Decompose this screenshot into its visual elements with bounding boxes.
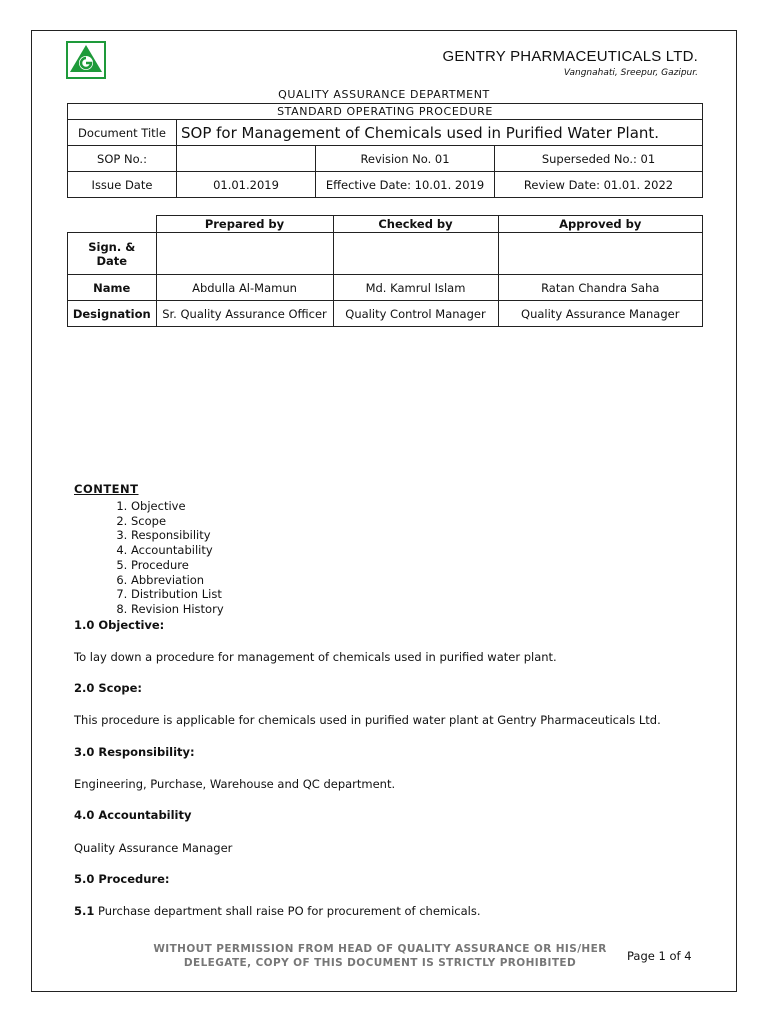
procedure-heading: 5.0 Procedure: — [74, 872, 170, 886]
approval-corner — [68, 216, 157, 233]
notice-line-2: DELEGATE, COPY OF THIS DOCUMENT IS STRICTLY PROHIBITED — [183, 957, 577, 969]
name-label: Name — [68, 275, 157, 301]
list-item: 6. Abbreviation — [131, 573, 224, 588]
confidentiality-notice — [150, 942, 610, 970]
approved-sign-cell — [498, 233, 703, 275]
sign-date-label: Sign. & Date — [68, 233, 157, 275]
department-title: QUALITY ASSURANCE DEPARTMENT — [278, 88, 490, 101]
list-item: 2. Scope — [131, 514, 224, 529]
superseded-no: Superseded No.: 01 — [495, 146, 703, 172]
company-name: GENTRY PHARMACEUTICALS LTD. — [442, 48, 698, 65]
checked-by-header: Checked by — [333, 216, 498, 233]
issue-date-value: 01.01.2019 — [177, 172, 316, 198]
list-item: 7. Distribution List — [131, 587, 224, 602]
accountability-text: Quality Assurance Manager — [74, 841, 233, 855]
list-item: 8. Revision History — [131, 602, 224, 617]
list-item: 3. Responsibility — [131, 528, 224, 543]
effective-date: Effective Date: 10.01. 2019 — [316, 172, 495, 198]
company-address: Vangnahati, Sreepur, Gazipur. — [563, 68, 698, 78]
objective-text: To lay down a procedure for management of chemicals used in purified water plant. — [74, 650, 557, 664]
accountability-heading: 4.0 Accountability — [74, 808, 192, 822]
list-item: 5. Procedure — [131, 558, 224, 573]
revision-no: Revision No. 01 — [316, 146, 495, 172]
content-list — [74, 482, 224, 617]
responsibility-heading: 3.0 Responsibility: — [74, 745, 195, 759]
approved-by-header: Approved by — [498, 216, 703, 233]
prepared-name: Abdulla Al-Mamun — [156, 275, 333, 301]
prepared-by-header: Prepared by — [156, 216, 333, 233]
sop-banner: STANDARD OPERATING PROCEDURE — [68, 104, 703, 120]
prepared-designation: Sr. Quality Assurance Officer — [156, 301, 333, 327]
checked-sign-cell — [333, 233, 498, 275]
notice-line-1: WITHOUT PERMISSION FROM HEAD OF QUALITY ASSURANCE OR HIS/HER — [153, 943, 607, 955]
approved-designation: Quality Assurance Manager — [498, 301, 703, 327]
approval-table — [67, 215, 703, 327]
review-date: Review Date: 01.01. 2022 — [495, 172, 703, 198]
prepared-sign-cell — [156, 233, 333, 275]
list-item: 1. Objective — [131, 499, 224, 514]
page-number: Page 1 of 4 — [627, 949, 692, 963]
designation-label: Designation — [68, 301, 157, 327]
document-title-value: SOP for Management of Chemicals used in Purified Water Plant. — [177, 120, 703, 146]
checked-designation: Quality Control Manager — [333, 301, 498, 327]
objective-heading: 1.0 Objective: — [74, 618, 165, 632]
procedure-step-text: Purchase department shall raise PO for procurement of chemicals. — [98, 904, 481, 918]
document-info-table — [67, 103, 703, 198]
issue-date-label: Issue Date — [68, 172, 177, 198]
content-heading: CONTENT — [74, 482, 139, 496]
procedure-step-number: 5.1 — [74, 904, 95, 918]
responsibility-text: Engineering, Purchase, Warehouse and QC department. — [74, 777, 396, 791]
company-logo-icon — [66, 41, 106, 79]
checked-name: Md. Kamrul Islam — [333, 275, 498, 301]
sop-no-value — [177, 146, 316, 172]
procedure-step — [74, 904, 481, 918]
sop-no-label: SOP No.: — [68, 146, 177, 172]
document-title-label: Document Title — [68, 120, 177, 146]
scope-text: This procedure is applicable for chemicals used in purified water plant at Gentry Pharmaceuticals Ltd. — [74, 713, 661, 727]
list-item: 4. Accountability — [131, 543, 224, 558]
approved-name: Ratan Chandra Saha — [498, 275, 703, 301]
scope-heading: 2.0 Scope: — [74, 681, 143, 695]
